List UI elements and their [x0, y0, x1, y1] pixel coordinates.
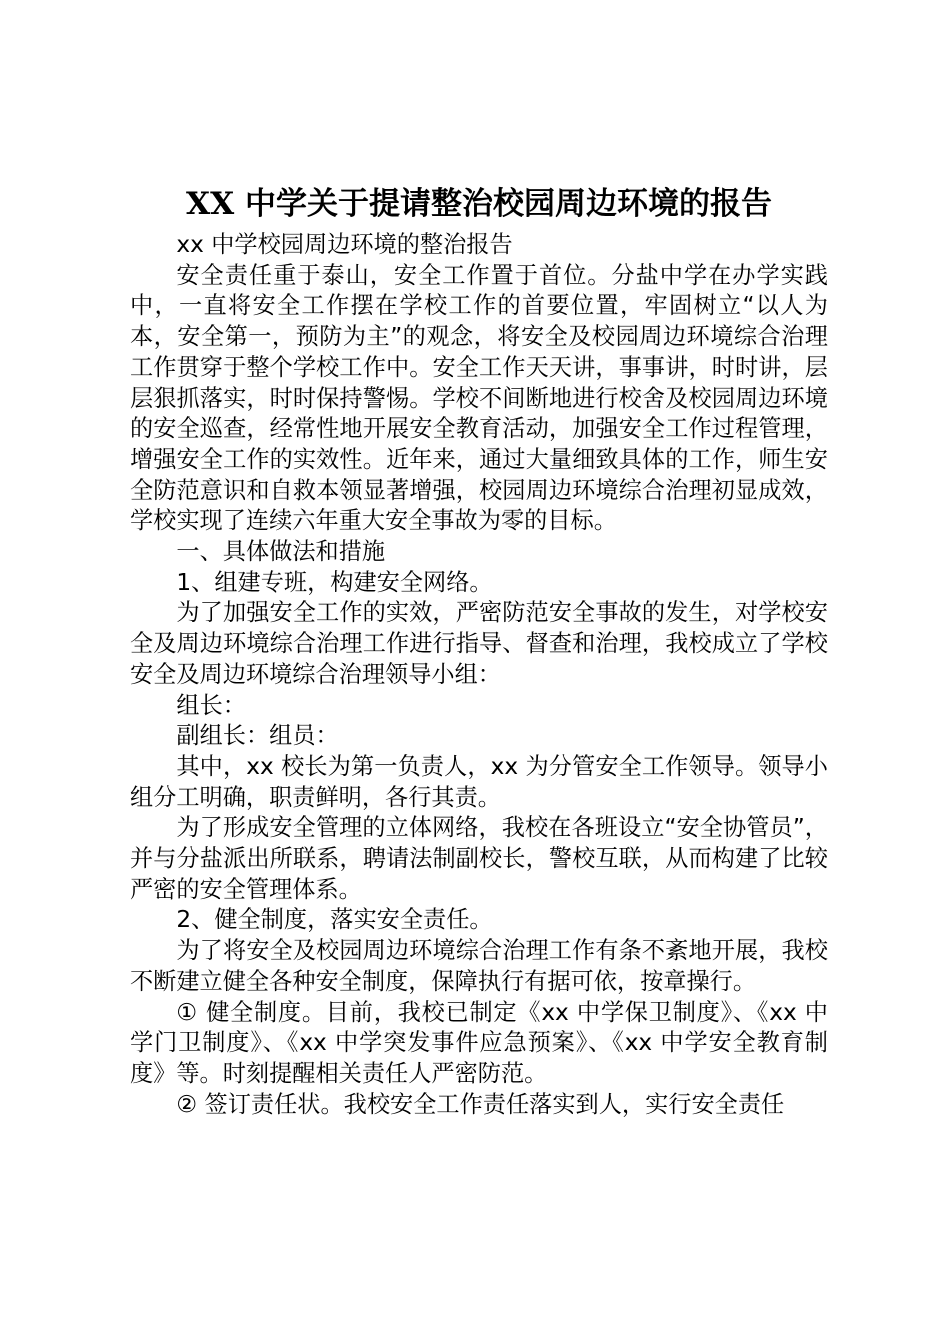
paragraph-leadership-group: 为了加强安全工作的实效，严密防范安全事故的发生，对学校安全及周边环境综合治理工作进行指导、督查和治理，我校成立了学校安全及周边环境综合治理领导小组：: [130, 599, 828, 688]
paragraph-responsibility-contract: ② 签订责任状。我校安全工作责任落实到人，实行安全责任: [176, 1090, 785, 1118]
paragraph-rules: 为了将安全及校园周边环境综合治理工作有条不紊地开展，我校不断建立健全各种安全制度，保障执行有据可依，按章操行。: [130, 937, 828, 995]
document-title: XX 中学关于提请整治校园周边环境的报告: [186, 186, 772, 222]
paragraph-subtitle: xx 中学校园周边环境的整治报告: [176, 231, 513, 258]
paragraph-safety-network: 为了形成安全管理的立体网络，我校在各班设立“安全协管员”，并与分盐派出所联系，聘请法制副校长，警校互联，从而构建了比较严密的安全管理体系。: [130, 814, 828, 903]
section-heading-measures: 一、具体做法和措施: [176, 538, 386, 566]
document-page: [130, 180, 828, 1120]
paragraph-system-list: ① 健全制度。目前，我校已制定《xx 中学保卫制度》、《xx 中学门卫制度》、《xx 中学突发事件应急预案》、《xx 中学安全教育制度》等。时刻提醒相关责任人严密防范。: [130, 998, 828, 1087]
paragraph-leader: 组长：: [176, 691, 246, 719]
paragraph-responsibilities: 其中，xx 校长为第一负责人，xx 为分管安全工作领导。领导小组分工明确，职责鲜明，各行其责。: [130, 752, 828, 811]
subheading-2: 2、健全制度，落实安全责任。: [176, 906, 493, 934]
subheading-1: 1、组建专班，构建安全网络。: [176, 568, 493, 596]
paragraph-intro: 安全责任重于泰山，安全工作置于首位。分盐中学在办学实践中，一直将安全工作摆在学校工作的首要位置，牢固树立“以人为本，安全第一，预防为主”的观念，将安全及校园周边环境综合治理工作贯穿于整个学校工作中。安全工作天天讲，事事讲，时时讲，层层狠抓落实，时时保持警惕。学校不间断地进行校舍及校园周边环境的安全巡查，经常性地开展安全教育活动，加强安全工作过程管理，增强安全工作的实效性。近年来，通过大量细致具体的工作，师生安全防范意识和自救本领显著增强，校园周边环境综合治理初显成效，学校实现了连续六年重大安全事故为零的目标。: [130, 261, 828, 535]
paragraph-deputy-members: 副组长：组员：: [176, 722, 339, 750]
